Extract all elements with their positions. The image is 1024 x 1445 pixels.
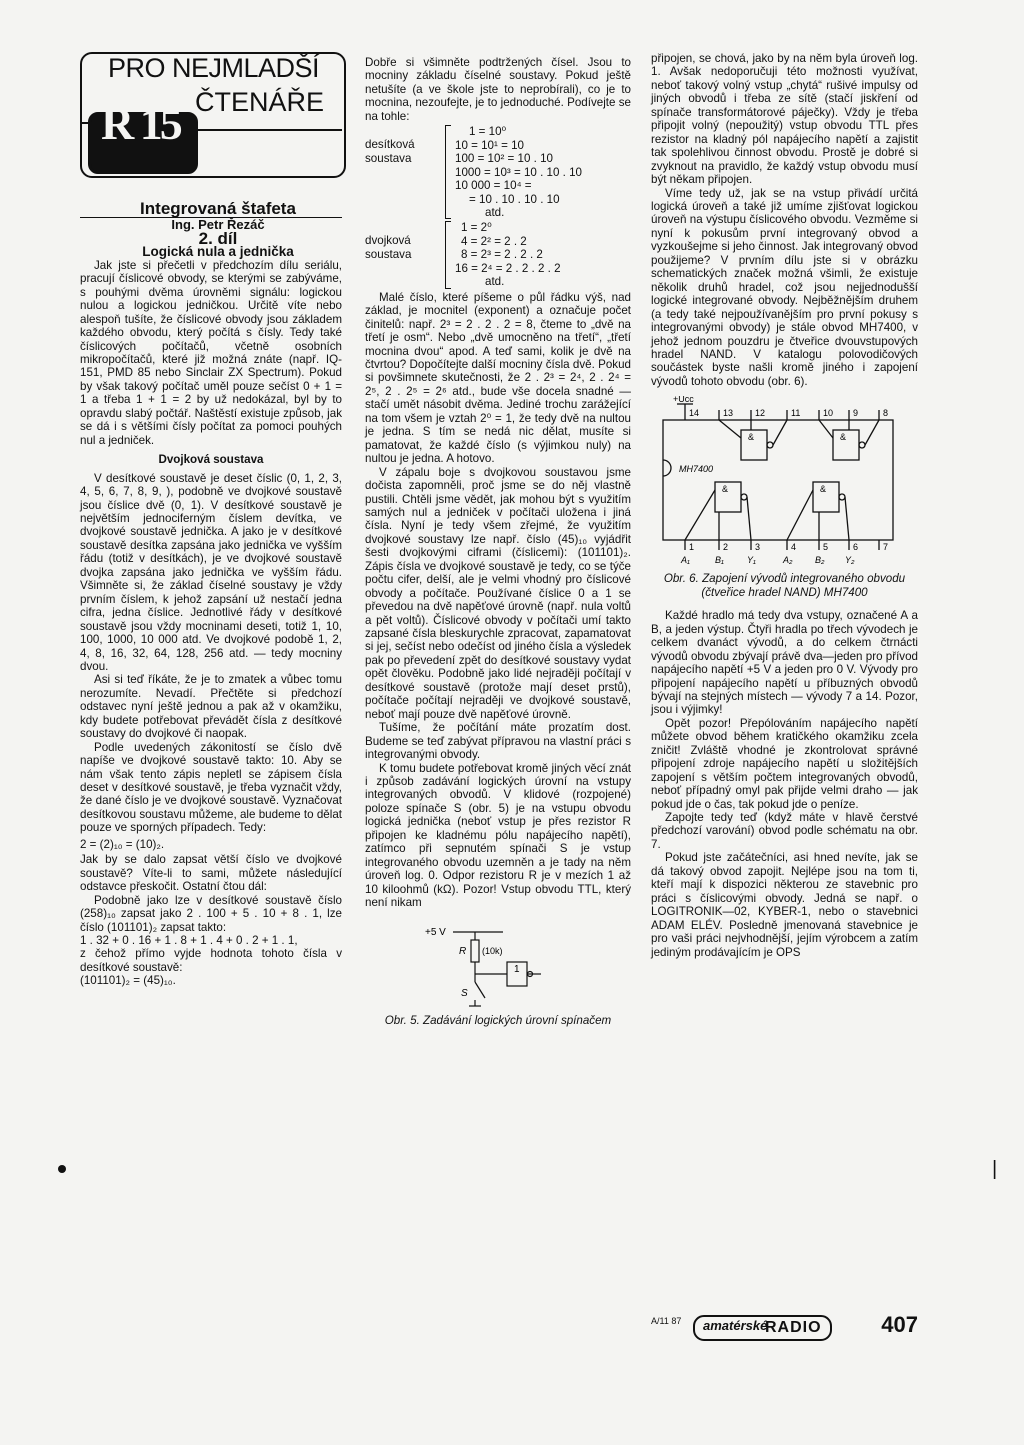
pin-label: 4 <box>791 542 797 553</box>
decimal-label-1: desítková <box>365 138 415 152</box>
pin-label: 5 <box>823 542 829 553</box>
magazine-logo <box>693 1315 832 1341</box>
formula: (101101)₂ = (45)₁₀. <box>80 974 176 988</box>
signal-label: A₂ <box>783 555 793 566</box>
pin-label: 6 <box>853 542 859 553</box>
series-title: Integrovaná štafeta <box>80 202 342 218</box>
power-row: atd. <box>485 205 505 219</box>
formula: 2 = (2)₁₀ = (10)₂. <box>80 837 165 851</box>
section-heading: Dvojková soustava <box>158 453 264 467</box>
formula: 1 . 32 + 0 . 16 + 1 . 8 + 1 . 4 + 0 . 2 + 1 . 1, <box>80 934 298 948</box>
paragraph: V desítkové soustavě je deset číslic (0, 1, 2, 3, 4, 5, 6, 7, 8, 9, ), podobně ve dvojkové soustavě jsou číslice dvě (0, 1). V desítkové soustavě je největším jednociferným číslem devítka, ve dvojkové soustavě jednička. A jako je v desítkové soustavě desítka zapsána jako jednička ve vyšším řádu (totiž v desítkách), je ve dvojkové soustavě dvojka zapsána jako jednička ve vyšším řádu. Všimněte si, že základ číselné soustavy je vždy prvním číslem, k jehož zapsání už nestačí jedna cifra, jedna číslice. Jednotlivé řády v desítkové soustavě jsou vždy mocninami deseti, totiž 1, 10, 100, 1000, 10 000 atd. Ve dvojkové podobě 1, 2, 4, 8, 16, 32, 64, 128, 256 atd. — tedy mocniny dvou. <box>80 471 342 673</box>
decimal-rows <box>455 125 631 219</box>
binary-rows <box>455 221 631 288</box>
series-header <box>80 52 342 202</box>
bracket <box>445 221 451 288</box>
paragraph: Tušíme, že počítání máte prozatím dost. Budeme se teď zabývat přípravou na vlastní práci s integrovanými obvody. <box>365 721 631 762</box>
caption-label: Obr. 5. <box>384 1013 420 1027</box>
pin-label: 14 <box>689 408 700 419</box>
pin-label: 8 <box>883 408 889 419</box>
power-row: 8 = 2³ = 2 . 2 . 2 <box>461 248 543 262</box>
column-3 <box>651 52 918 959</box>
pinout-diagram <box>651 396 918 568</box>
page-number: 407 <box>881 1312 918 1337</box>
figure-6-caption <box>651 572 918 599</box>
power-row: atd. <box>485 275 505 289</box>
decimal-label <box>365 125 445 219</box>
resistor-value: (10k) <box>482 945 503 956</box>
margin-mark: | <box>992 1158 998 1180</box>
paragraph: Jak by se dalo zapsat větší číslo ve dvojkové soustavě? Víte-li to sami, můžete následující odstavce přeskočit. Ostatní čtou dál: <box>80 853 342 894</box>
paragraph: V zápalu boje s dvojkovou soustavou jsme dočista zapomněli, proč jsme se do něj vlastně pustili. Chtěli jsme vědět, jak mohou být s využitím samých nul a jedniček v počítači uložena i jiná čísla. Nyní je tedy všem zřejmé, že využitím dvojkové soustavy lze např. číslo (45)₁₀ vyjádřit šesti dvojkovými ciframi (číslicemi): (101101)₂. Zápis čísla ve dvojkové soustavě je tedy, co se týče počtu cifer, delší, ale je velmi vhodný pro číslicové obvody a počítače. Používané číslice 0 a 1 se převedou na dvě napěťové úrovně (např. nula voltů a pět voltů). Číslicové obvody v počítači umí takto zapsané čísla bleskurychle zpracovat, zapamatovat si jej, sečíst nebo odečíst od jiného čísla a výsledek pak po převedení zpět do desítkové soustavy vydat opět člověku. Podobně jako lidé nejraději počítají v desítkové soustavě (protože mají deset prstů), počítače počítají nejraději ve dvojkové soustavě, neboť mají pouze dvě napěťové úrovně. <box>365 465 631 721</box>
resistor-label: R <box>459 945 467 957</box>
bracket <box>445 125 451 219</box>
signal-label: B₁ <box>715 555 724 566</box>
paragraph: Opět pozor! Přepólováním napájecího napětí můžete obvod během kratičkého okamžiku zcela zničit! Zvláště vhodné je zkontrolovat správné připojení zdroje napájecího napětí u složitějších zapojení s větším počtem integrovaných obvodů, neboť případný omyl pak přijde velmi draho — jak pokud jde o čas, tak pokud jde o peníze. <box>651 716 918 811</box>
switch-label: S <box>461 987 468 999</box>
power-row: 4 = 2² = 2 . 2 <box>461 234 527 248</box>
pin-label: 12 <box>755 408 766 419</box>
power-row: 1 = 10⁰ <box>469 125 507 139</box>
column-2 <box>365 56 631 1027</box>
paragraph: Pokud jste začátečníci, asi hned nevíte, jak se dá takový obvod zapojit. Nejlépe jsou na tom ti, kteří mají k dispozici některou ze stavebnic pro práci s číslicovými obvody. Jedná se např. o LOGITRONIK—02, KYBER-1, nebo o stavebnici ADAM ELÉV. Posledně jmenovaná stavebnice je pro vaši práci nejvhodnější, jejím výrobcem a zatím jediným prodávajícím je OPS <box>651 851 918 959</box>
caption-text: Zadávání logických úrovní spínačem <box>423 1013 612 1027</box>
pin-label: 1 <box>689 542 695 553</box>
pin-label: 13 <box>723 408 734 419</box>
logo <box>88 98 198 174</box>
binary-label <box>365 221 445 288</box>
caption-text: Zapojení vývodů integrovaného obvodu (čtveřice hradel NAND) MH7400 <box>701 572 906 599</box>
power-row: 100 = 10² = 10 . 10 <box>455 152 553 166</box>
gate-symbol: & <box>820 484 827 495</box>
logo-text: R 15 <box>101 98 180 149</box>
pin-label: 10 <box>823 408 834 419</box>
gate-symbol: & <box>748 432 755 443</box>
chip-label: MH7400 <box>679 464 714 475</box>
paragraph: připojen, se chová, jako by na něm byla úroveň log. 1. Avšak nedoporučuji této možnosti využívat, neboť takový volný vstup „chytá“ rušivé impulsy od jiných obvodů i třeba ze sítě (stačí jiskření od spínače transformátorové páječky). Vždy je třeba připojit volný (nepoužitý) vstup obvodu TTL přes rezistor na kladný pól napájecího napětí a zajistit tak spolehlivou činnost obvodu. Prostě je dobré si zvyknout na pravidlo, že každý vstup obvodu musí být někam připojen. <box>651 52 918 187</box>
paragraph: Víme tedy už, jak se na vstup přivádí určitá logická úroveň a také již umíme zjišťovat logickou úroveň na výstupu číslicového obvodu. Vezměme si nyní k pokusům první integrovaný obvod a vyzkoušejme si jeho činnost. Jak integrovaný obvod použijeme? V prvním dílu jste si v obrázku schematických značek možná všimli, že existuje několik druhů hradel, což jsou nejjednodušší logické integrované obvody. Nejběžnějším druhem (a tedy také nejpoužívanějším pro první pokusy s integrovanými obvody) je stále obvod MH7400, v jehož jednom pouzdru je čtveřice dvouvstupových hradel NAND. V katalogu polovodičových součástek byste našli kromě jiného i zapojení vývodů tohoto obvodu (obr. 6). <box>651 186 918 388</box>
intro-paragraph: Jak jste si přečetli v předchozím dílu seriálu, pracují číslicové obvody, se kterými se zabýváme, s pouhými dvěma úrovněmi signálu: logickou nulou a logickou jedničkou. Určitě víte nebo alespoň tušíte, že číslicové obvody jsou základem každého obvodu, který počítá s čísly. Tedy také číslicových počítačů, včetně osobních mikropočítačů, které již možná znáte (např. IQ-151, PMD 85 nebo Sinclair ZX Spectrum). Pokud by však takový počítač uměl pouze sečíst 0 + 1 = 1 a třeba 1 + 1 = 2 by už nedokázal, byl by to opravdu slabý počtář. Naštěstí existuje způsob, jak se dá i s většími čísly počítat za pomoci pouhých nul a jedniček. <box>80 258 342 447</box>
magazine-name-b: RADIO <box>765 1319 822 1336</box>
vcc-label: +Ucc <box>673 396 694 405</box>
figure-6 <box>651 396 918 568</box>
issue-number: A/11 87 <box>651 1316 682 1326</box>
binary-label-1: dvojková <box>365 234 411 248</box>
part-number: 2. díl <box>198 228 238 248</box>
caption-label: Obr. 6. <box>663 572 699 586</box>
binary-powers <box>365 221 631 288</box>
decimal-powers <box>365 125 631 219</box>
switch-circuit-diagram <box>365 918 631 1010</box>
power-row: 10 = 10¹ = 10 <box>455 138 524 152</box>
signal-label: Y₂ <box>845 555 855 566</box>
article-subtitle: Logická nula a jednička <box>142 244 294 260</box>
pin-label: 7 <box>883 542 889 553</box>
binary-label-2: soustava <box>365 247 412 261</box>
paragraph: Zapojte tedy teď (když máte v hlavě čerstvé předchozí varování) obvod podle schématu na obr. 7. <box>651 811 918 851</box>
vcc-label: +5 V <box>425 926 446 938</box>
paragraph: Malé číslo, které píšeme o půl řádku výš, nad základ, je mocnitel (exponent) a označuje počet činitelů: např. 2³ = 2 . 2 . 2 = 8, čteme to „dvě na třetí je osm“. Nebo „dvě umocněno na třetí“, „třetí mocnina dvou“ apod. A teď sami, kolik je dvě na čtvrtou? Dopočítejte další mocniny čísla dvě. Pokud si povšimnete skutečnosti, že 2 . 2³ = 2⁴, 2 . 2⁴ = 2⁵, 2 . 2⁵ = 2⁶ atd., bude vše docela snadné — stačí umět násobit dvěma. Jediné trochu zarážející na tom všem je vztah 2⁰ = 1, že tedy dvě na nultou je jedna. S tím se nedá nic dělat, musíte si pamatovat, že každé číslo (s výjimkou nuly) na nultou je jedna. A hotovo. <box>365 290 631 466</box>
header-line-2: ČTENÁŘE <box>195 87 325 117</box>
figure-5-caption <box>365 1014 631 1027</box>
power-row: = 10 . 10 . 10 . 10 <box>469 192 560 206</box>
paragraph: Každé hradlo má tedy dva vstupy, označené A a B, a jeden výstup. Čtyři hradla po třech vývodech je celkem dvanáct vývodů, a do celkem čtrnácti vývodů obvodu zbývají právě dva—jeden pro přívod napájecího napětí +5 V a jeden pro 0 V. Vývody pro připojení napájecího napětí u příbuzných obvodů bývají na stejných místech — vývody 7 a 14. Pozor, jsou i výjimky! <box>651 609 918 717</box>
paragraph: Asi si teď říkáte, že je to zmatek a vůbec tomu nerozumíte. Nevadí. Přečtěte si předchozí odstavec nyní ještě jednou a pak až v okamžiku, kdy budete potřebovat převádět čísla z desítkové soustavy do dvojkové či naopak. <box>80 673 342 741</box>
signal-label: B₂ <box>815 555 825 566</box>
author: Ing. Petr Řezáč <box>171 217 265 233</box>
pin-label: 3 <box>755 542 761 553</box>
header-rule-2 <box>198 129 342 131</box>
pin-label: 9 <box>853 408 859 419</box>
signal-label: Y₁ <box>747 555 756 566</box>
bullet-mark <box>58 1165 66 1173</box>
gate-label: 1 <box>514 963 520 975</box>
column-1 <box>80 52 342 988</box>
paragraph: K tomu budete potřebovat kromě jiných věcí znát i způsob zadávání logických úrovní na vstupy integrovaných obvodů. V klidové (rozpojené) poloze spínače S (obr. 5) je na vstupu obvodu logická jednička (neboť vstup je přes rezistor R připojen ke kladnému pólu napájecího napětí), zatímco při sepnutém spínači S je vstup integrovaného obvodu uzemněn a je tady na něm úroveň log. 0. Odpor rezistoru R je v mezích 1 až 10 kiloohmů (kΩ). Pozor! Vstup obvodu TTL, který není nikam <box>365 761 631 910</box>
figure-5 <box>365 918 631 1010</box>
paragraph: Dobře si všimněte podtržených čísel. Jsou to mocniny základu číselné soustavy. Pokud ještě netušíte (a ve škole jste to neprobírali), co je to mocnina, nezoufejte, je to jednoduché. Podívejte se na tohle: <box>365 56 631 123</box>
power-row: 1 = 2⁰ <box>461 221 492 235</box>
magazine-name-a: amatérské <box>703 1318 768 1333</box>
gate-symbol: & <box>722 484 729 495</box>
pin-label: 2 <box>723 542 729 553</box>
header-line-1: PRO NEJMLADŠÍ <box>108 53 320 83</box>
pin-label: 11 <box>791 408 801 419</box>
signal-label: A₁ <box>681 555 690 566</box>
power-row: 1000 = 10³ = 10 . 10 . 10 <box>455 165 582 179</box>
decimal-label-2: soustava <box>365 151 412 165</box>
paragraph: Podobně jako lze v desítkové soustavě číslo (258)₁₀ zapsat jako 2 . 100 + 5 . 10 + 8 . 1, lze číslo (101101)₂ zapsat takto: <box>80 893 342 934</box>
power-row: 16 = 2⁴ = 2 . 2 . 2 . 2 <box>455 261 561 275</box>
paragraph: z čehož přímo vyjde hodnota tohoto čísla v desítkové soustavě: <box>80 947 342 974</box>
gate-symbol: & <box>840 432 847 443</box>
paragraph: Podle uvedených zákonitostí se číslo dvě napíše ve dvojkové soustavě takto: 10. Aby se nám však tento zápis nepletl se zápisem čísla deset v desítkové soustavě, je třeba vyznačit vždy, že dané číslo je ve dvojkové soustavě. Vyznačovat desítkovou soustavu můžeme, ale budeme to dělat pouze ve sporných případech. Tedy: <box>80 740 342 835</box>
page-footer <box>651 1312 918 1342</box>
power-row: 10 000 = 10⁴ = <box>455 179 532 193</box>
